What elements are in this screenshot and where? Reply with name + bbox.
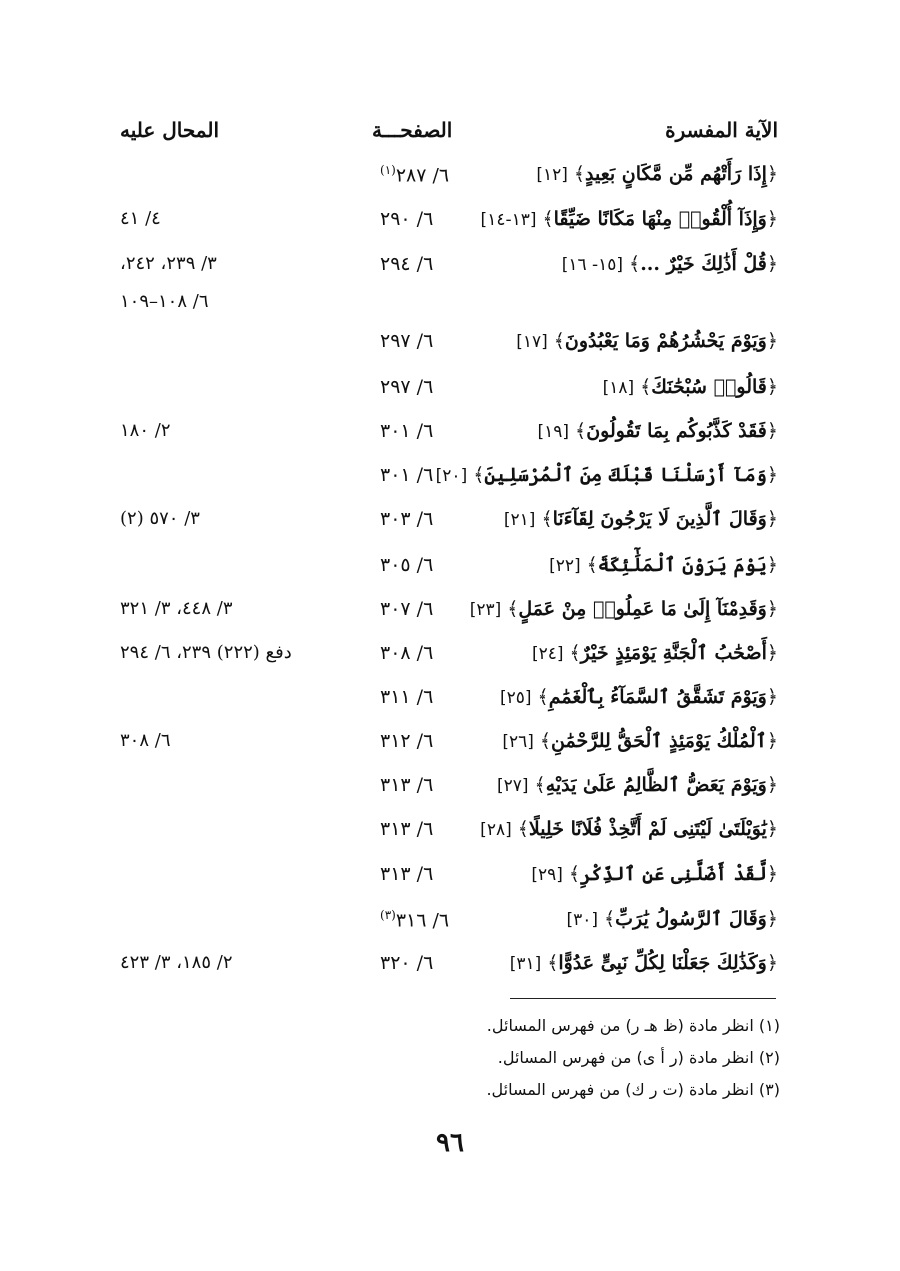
page-ref: ٦/ ٣٠١ bbox=[380, 420, 434, 442]
ornate-bracket-open: ﴿ bbox=[766, 686, 778, 708]
cross-ref-cell: ٣/ ٢٣٩، ٢٤٢، bbox=[120, 253, 217, 274]
footnote-separator bbox=[510, 998, 776, 999]
page-cell bbox=[380, 598, 455, 620]
cross-ref-cell: ٦/ ١٠٨–١٠٩ bbox=[120, 291, 209, 312]
ayah-cell bbox=[603, 376, 778, 398]
page-number: ٩٦ bbox=[436, 1128, 464, 1158]
page-cell bbox=[380, 774, 455, 796]
ayah-text: إِذَا رَأَتْهُم مِّن مَّكَانٍ بَعِيدٍ bbox=[585, 163, 767, 185]
page-ref: ٦/ ٣١١ bbox=[380, 686, 434, 708]
ayah-cell bbox=[502, 730, 778, 752]
table-row bbox=[0, 412, 900, 456]
ayah-text: يَٰوَيْلَتَىٰ لَيْتَنِى لَمْ أَتَّخِذْ فُلَانًا خَلِيلًا bbox=[528, 818, 767, 840]
page-cell bbox=[380, 508, 455, 530]
header-page: الصفحـــة bbox=[372, 118, 453, 142]
page-cell bbox=[380, 163, 455, 186]
page-ref: ٦/ ٣٠٨ bbox=[380, 642, 434, 664]
ayah-text: وَيَوْمَ يَحْشُرُهُمْ وَمَا يَعْبُدُونَ bbox=[564, 330, 767, 352]
table-row bbox=[0, 546, 900, 590]
page-cell bbox=[380, 686, 455, 708]
page-ref: ٦/ ٣٠٥ bbox=[380, 554, 434, 576]
page-cell bbox=[380, 330, 455, 352]
ayah-cell bbox=[549, 554, 778, 576]
ayah-cell bbox=[516, 330, 778, 352]
ornate-bracket-close: ﴾ bbox=[568, 863, 581, 885]
verse-number: [٢١] bbox=[503, 510, 536, 530]
page-ref: ٦/ ٣١٣ bbox=[380, 774, 434, 796]
header-ref: المحال عليه bbox=[120, 118, 220, 142]
table-row bbox=[0, 855, 900, 899]
table-row bbox=[0, 944, 900, 988]
page-cell bbox=[380, 952, 455, 974]
ayah-cell bbox=[436, 464, 778, 486]
ornate-bracket-open: ﴿ bbox=[766, 420, 778, 442]
cross-ref-cell: ٣/ ٤٤٨، ٣/ ٣٢١ bbox=[120, 598, 233, 619]
ornate-bracket-open: ﴿ bbox=[766, 774, 778, 796]
verse-number: [١٣-١٤] bbox=[480, 210, 537, 230]
page-ref: ٦/ ٢٩٧ bbox=[380, 376, 434, 398]
ornate-bracket-open: ﴿ bbox=[766, 163, 778, 185]
ornate-bracket-open: ﴿ bbox=[766, 464, 778, 486]
page-ref: ٦/ ٣١٦ bbox=[395, 909, 450, 932]
verse-number: [٢٦] bbox=[502, 732, 534, 752]
verse-number: [٢٢] bbox=[549, 556, 581, 576]
ayah-text: وَقَدِمْنَآ إِلَىٰ مَا عَمِلُوا۟ مِنْ عَمَلٍ bbox=[518, 598, 767, 620]
ayah-cell bbox=[538, 420, 779, 442]
ayah-text: فَقَدْ كَذَّبُوكُم بِمَا تَقُولُونَ bbox=[586, 420, 767, 442]
footnote-marker: (١) bbox=[380, 163, 396, 177]
ornate-bracket-close: ﴾ bbox=[507, 598, 519, 620]
page-ref: ٦/ ٣١٢ bbox=[380, 730, 434, 752]
ayah-cell bbox=[510, 952, 778, 974]
ayah-text: وَإِذَآ أُلْقُوا۟ مِنْهَا مَكَانًا ضَيِّقًا bbox=[553, 208, 767, 230]
page-ref: ٦/ ٣١٣ bbox=[380, 818, 434, 840]
page-ref: ٦/ ٣١٣ bbox=[380, 863, 434, 885]
ornate-bracket-close: ﴾ bbox=[629, 253, 641, 275]
header-ayah: الآية المفسرة bbox=[665, 118, 778, 142]
ayah-cell bbox=[470, 598, 778, 620]
ayah-text: وَقَالَ ٱلَّذِينَ لَا يَرْجُونَ لِقَآءَنَا bbox=[552, 508, 767, 530]
ornate-bracket-open: ﴿ bbox=[766, 376, 778, 398]
ayah-cell bbox=[532, 642, 778, 664]
ornate-bracket-open: ﴿ bbox=[766, 730, 778, 752]
verse-number: [٢٤] bbox=[531, 644, 564, 664]
table-row bbox=[0, 634, 900, 678]
page-cell bbox=[380, 208, 455, 230]
ayah-text: لَّقَدْ أَضَلَّنِى عَنِ ٱلذِّكْرِ bbox=[580, 863, 767, 885]
ornate-bracket-open: ﴿ bbox=[766, 863, 778, 885]
page-cell bbox=[380, 818, 455, 840]
ornate-bracket-close: ﴾ bbox=[517, 818, 529, 840]
ornate-bracket-open: ﴿ bbox=[766, 330, 778, 352]
ornate-bracket-open: ﴿ bbox=[766, 208, 778, 230]
page-cell bbox=[380, 464, 455, 486]
ornate-bracket-close: ﴾ bbox=[473, 464, 485, 486]
ornate-bracket-open: ﴿ bbox=[766, 598, 778, 620]
verse-number: [٢٨] bbox=[480, 820, 512, 840]
table-row bbox=[0, 283, 900, 327]
table-row bbox=[0, 155, 900, 199]
cross-ref-cell: ٢/ ١٨٠ bbox=[120, 420, 171, 441]
verse-number: [٢٠] bbox=[435, 466, 468, 486]
cross-ref-cell: ٦/ ٣٠٨ bbox=[120, 730, 171, 751]
ayah-text: أَصْحَٰبُ ٱلْجَنَّةِ يَوْمَئِذٍ خَيْرٌ bbox=[580, 642, 767, 664]
page-cell bbox=[380, 730, 455, 752]
ayah-text: وَقَالَ ٱلرَّسُولُ يَٰرَبِّ bbox=[615, 908, 767, 930]
page-cell bbox=[380, 863, 455, 885]
page-ref: ٦/ ٣٠١ bbox=[380, 464, 434, 486]
ayah-text: وَيَوْمَ يَعَضُّ ٱلظَّالِمُ عَلَىٰ يَدَيْهِ bbox=[545, 774, 767, 796]
ornate-bracket-close: ﴾ bbox=[547, 952, 559, 974]
verse-number: [١٩] bbox=[537, 422, 570, 442]
ayah-text: يَوْمَ يَرَوْنَ ٱلْمَلَٰٓئِكَةَ bbox=[597, 554, 767, 576]
ornate-bracket-open: ﴿ bbox=[766, 952, 778, 974]
ornate-bracket-open: ﴿ bbox=[766, 554, 778, 576]
table-row bbox=[0, 322, 900, 366]
page-cell bbox=[380, 908, 455, 931]
ayah-cell bbox=[480, 818, 778, 840]
verse-number: [٣٠] bbox=[566, 910, 599, 930]
page-ref: ٦/ ٣٢٠ bbox=[380, 952, 434, 974]
page-cell bbox=[380, 420, 455, 442]
page-ref: ٦/ ٢٨٧ bbox=[395, 164, 450, 187]
page-cell bbox=[380, 554, 455, 576]
verse-number: [٢٧] bbox=[497, 776, 529, 796]
page-cell bbox=[380, 376, 455, 398]
ornate-bracket-close: ﴾ bbox=[604, 908, 616, 930]
footnote-1: (١) انظر مادة (ظ هـ ر) من فهرس المسائل. bbox=[486, 1016, 780, 1035]
page-cell bbox=[380, 642, 455, 664]
ayah-cell bbox=[562, 253, 778, 275]
ornate-bracket-open: ﴿ bbox=[766, 642, 778, 664]
ornate-bracket-close: ﴾ bbox=[575, 420, 587, 442]
table-row bbox=[0, 200, 900, 244]
verse-number: [١٧] bbox=[516, 332, 548, 352]
table-row bbox=[0, 500, 900, 544]
ornate-bracket-open: ﴿ bbox=[766, 818, 778, 840]
verse-number: [١٥- ١٦] bbox=[561, 255, 624, 275]
ornate-bracket-close: ﴾ bbox=[534, 774, 546, 796]
page-ref: ٦/ ٢٩٠ bbox=[380, 208, 434, 230]
page-ref: ٦/ ٢٩٧ bbox=[380, 330, 434, 352]
ornate-bracket-close: ﴾ bbox=[553, 330, 565, 352]
cross-ref-cell: دفع (٢٢٢) ٢٣٩، ٦/ ٢٩٤ bbox=[120, 642, 292, 663]
footnote-marker: (٣) bbox=[380, 908, 396, 922]
ayah-text: قُلْ أَذَٰلِكَ خَيْرٌ ... bbox=[640, 253, 767, 275]
verse-number: [٢٩] bbox=[531, 865, 563, 885]
verse-number: [٣١] bbox=[509, 954, 542, 974]
ayah-cell bbox=[504, 508, 778, 530]
ayah-cell bbox=[536, 163, 778, 185]
verse-number: [٢٣] bbox=[469, 600, 502, 620]
cross-ref-cell: ٢/ ١٨٥، ٣/ ٤٢٣ bbox=[120, 952, 233, 973]
ayah-cell bbox=[497, 774, 778, 796]
table-row bbox=[0, 810, 900, 854]
ornate-bracket-close: ﴾ bbox=[539, 730, 552, 752]
ornate-bracket-open: ﴿ bbox=[766, 253, 778, 275]
footnote-2: (٢) انظر مادة (ر أ ى) من فهرس المسائل. bbox=[497, 1048, 780, 1067]
ayah-cell bbox=[500, 686, 778, 708]
page-cell bbox=[380, 253, 455, 275]
ornate-bracket-close: ﴾ bbox=[542, 208, 554, 230]
verse-number: [١٨] bbox=[602, 378, 635, 398]
ornate-bracket-close: ﴾ bbox=[573, 163, 586, 185]
ornate-bracket-open: ﴿ bbox=[766, 508, 778, 530]
page-ref: ٦/ ٢٩٤ bbox=[380, 253, 434, 275]
table-row bbox=[0, 678, 900, 722]
verse-number: [١٢] bbox=[536, 165, 568, 185]
ornate-bracket-close: ﴾ bbox=[541, 508, 553, 530]
ornate-bracket-close: ﴾ bbox=[537, 686, 549, 708]
cross-ref-cell: ٣/ ٥٧٠ (٢) bbox=[120, 508, 200, 529]
ornate-bracket-close: ﴾ bbox=[586, 554, 598, 576]
table-row bbox=[0, 456, 900, 500]
table-row bbox=[0, 766, 900, 810]
ayah-text: ٱلْمُلْكُ يَوْمَئِذٍ ٱلْحَقُّ لِلرَّحْمَٰنِ bbox=[551, 730, 767, 752]
table-row bbox=[0, 368, 900, 412]
ornate-bracket-close: ﴾ bbox=[569, 642, 581, 664]
ornate-bracket-close: ﴾ bbox=[640, 376, 652, 398]
cross-ref-cell: ٤/ ٤١ bbox=[120, 208, 161, 229]
ayah-text: وَيَوْمَ تَشَقَّقُ ٱلسَّمَآءُ بِٱلْغَمَٰمِ bbox=[548, 686, 767, 708]
table-row bbox=[0, 900, 900, 944]
footnote-3: (٣) انظر مادة (ت ر ك) من فهرس المسائل. bbox=[486, 1080, 780, 1099]
page-ref: ٦/ ٣٠٧ bbox=[380, 598, 434, 620]
ayah-cell bbox=[566, 908, 778, 930]
ornate-bracket-open: ﴿ bbox=[766, 908, 778, 930]
page-ref: ٦/ ٣٠٣ bbox=[380, 508, 434, 530]
verse-number: [٢٥] bbox=[500, 688, 532, 708]
table-row bbox=[0, 722, 900, 766]
ayah-cell bbox=[531, 863, 778, 885]
ayah-text: وَكَذَٰلِكَ جَعَلْنَا لِكُلِّ نَبِىٍّ عَدُوًّا bbox=[558, 952, 767, 974]
ayah-text: وَمَآ أَرْسَلْنَا قَبْلَكَ مِنَ ٱلْمُرْسَلِينَ bbox=[484, 464, 767, 486]
ayah-text: قَالُوا۟ سُبْحَٰنَكَ bbox=[651, 376, 767, 398]
table-row bbox=[0, 590, 900, 634]
ayah-cell bbox=[481, 208, 778, 230]
